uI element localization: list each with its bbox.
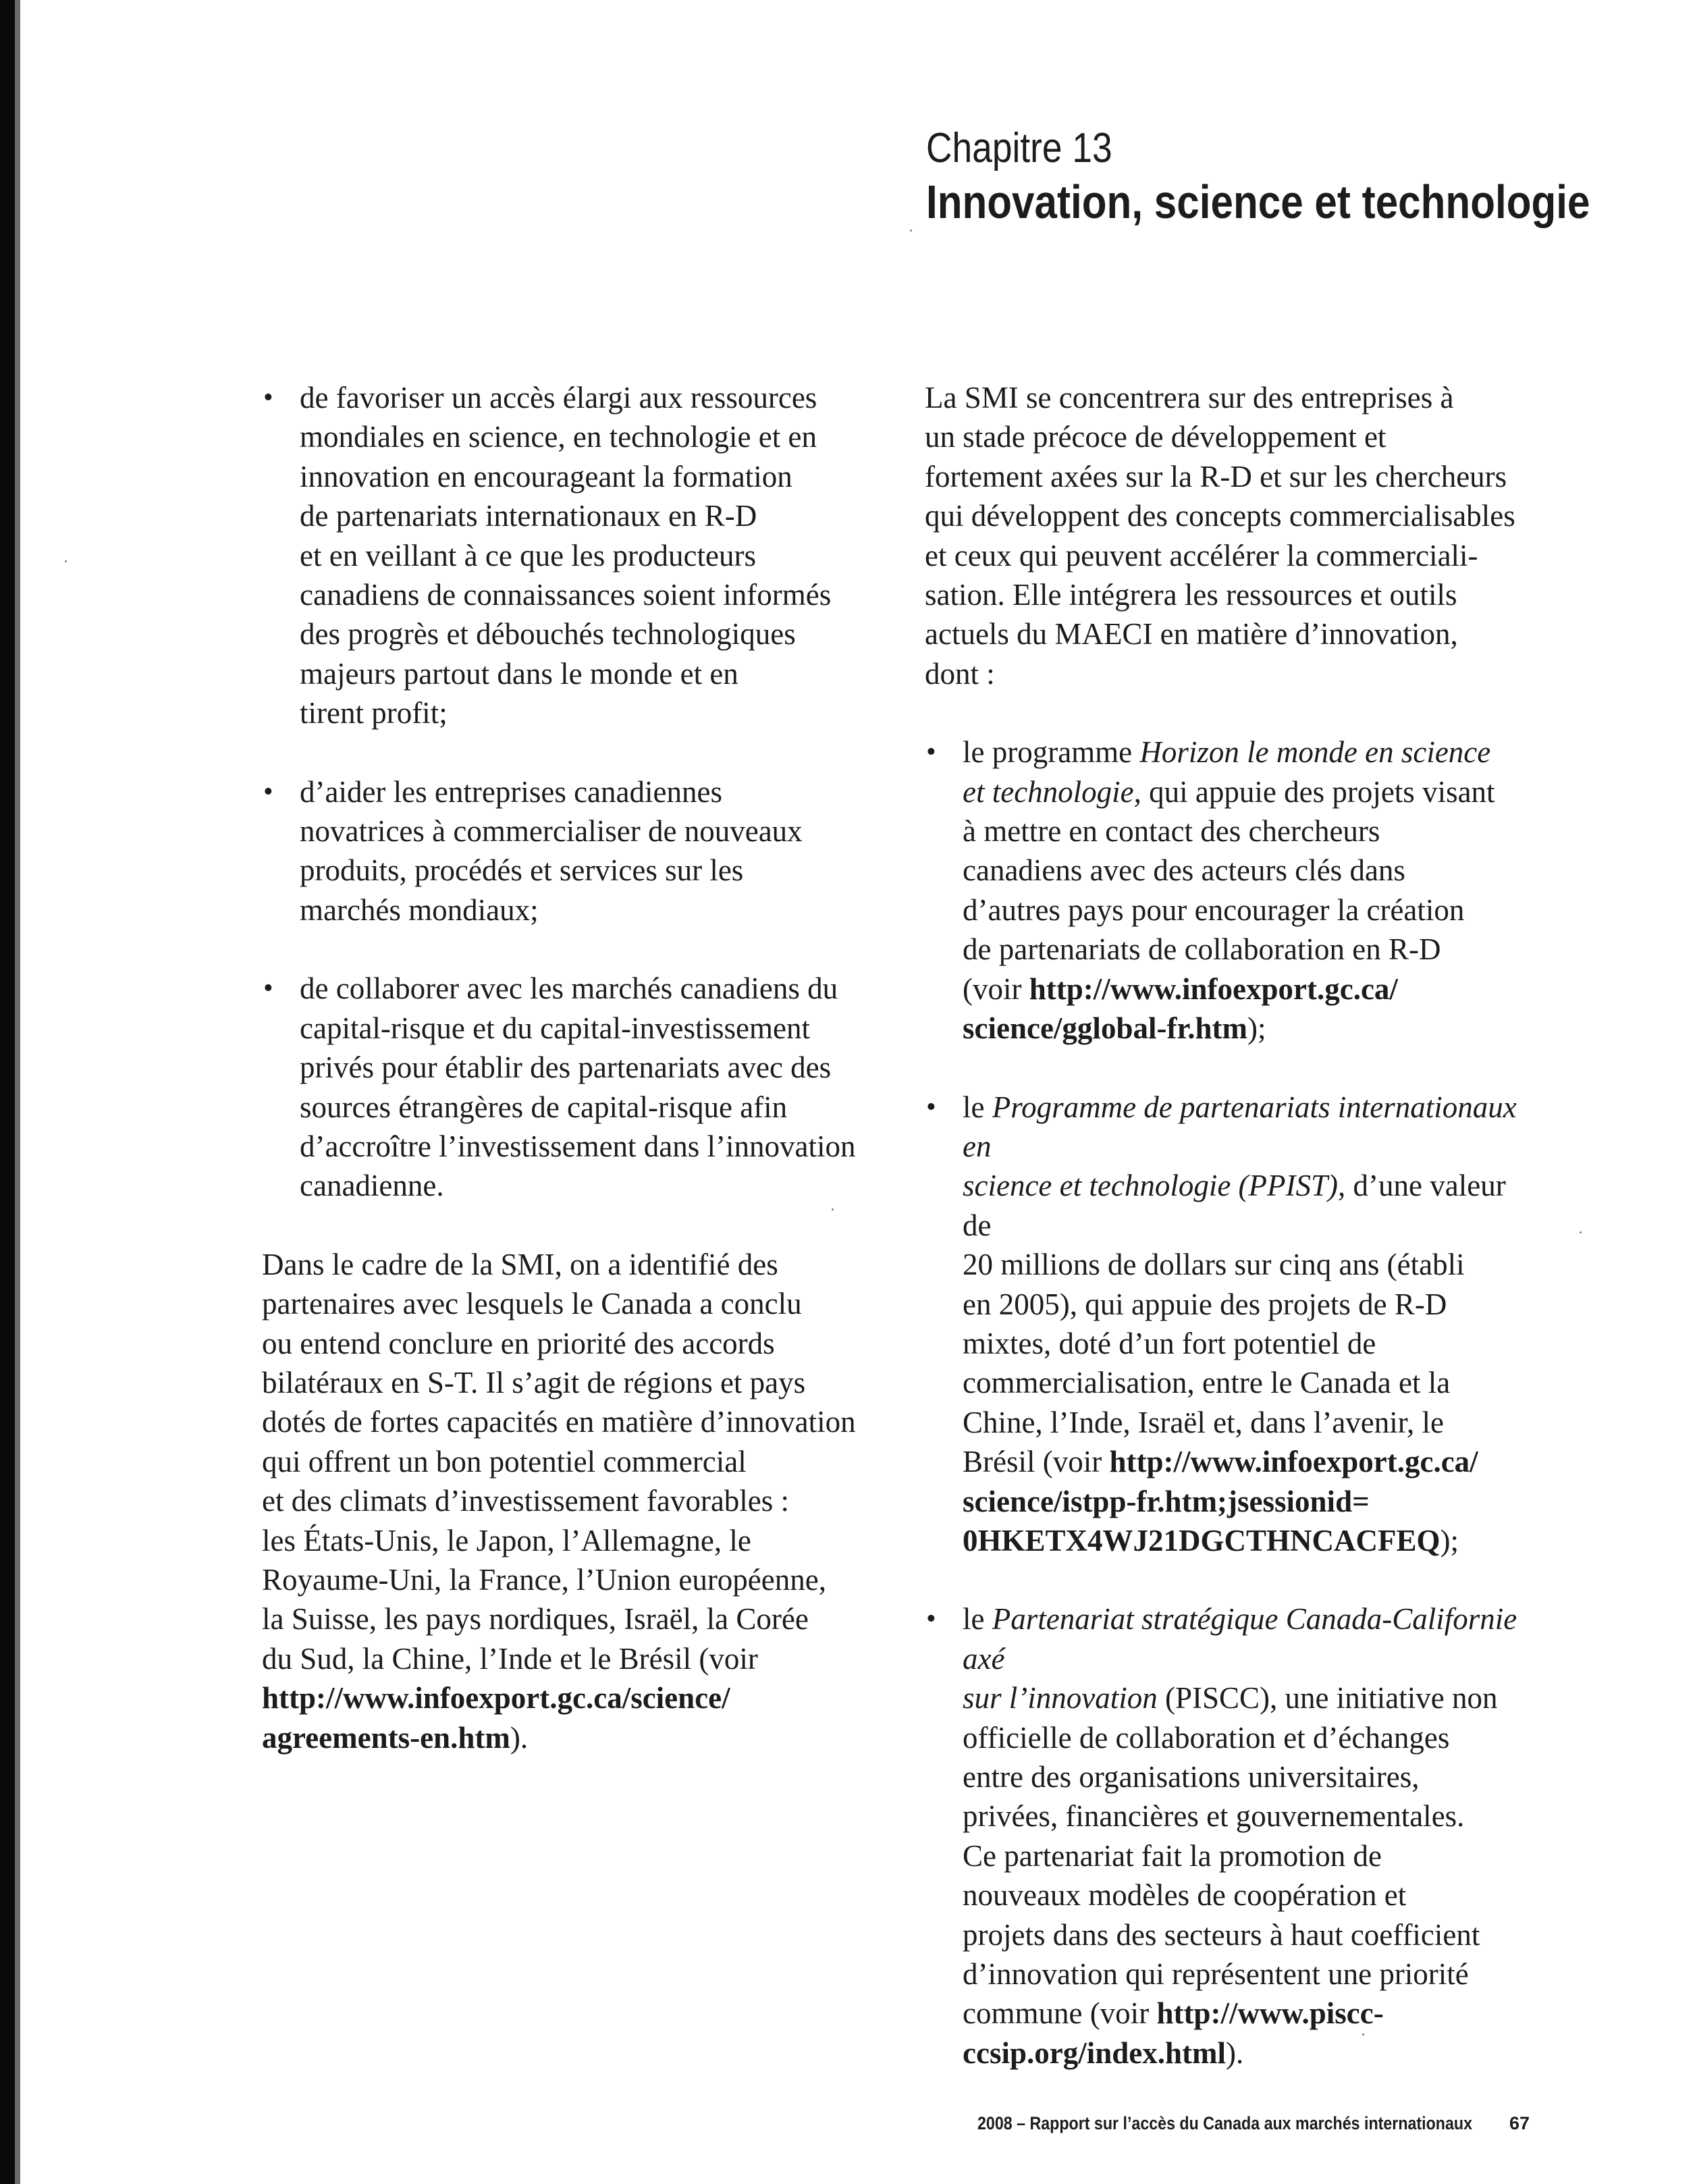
bullet-line: canadiens de connaissances soient informés bbox=[300, 578, 832, 612]
bullet-line: mixtes, doté d’un fort potentiel de bbox=[963, 1326, 1376, 1360]
left-column bbox=[262, 378, 883, 1757]
voir-text: Brésil (voir bbox=[963, 1445, 1110, 1479]
scan-speck bbox=[1580, 1231, 1582, 1233]
bullet-line: à mettre en contact des chercheurs bbox=[963, 814, 1380, 849]
scan-left-edge bbox=[0, 0, 15, 2184]
closing-text: ). bbox=[1226, 2035, 1244, 2070]
paragraph-line: dont : bbox=[925, 656, 995, 691]
program-name: Horizon le monde en science bbox=[1139, 735, 1491, 770]
bullet-prefix: le programme bbox=[963, 735, 1140, 770]
bullet-line: de collaborer avec les marchés canadiens du bbox=[300, 971, 838, 1006]
bullet-line: canadiens avec des acteurs clés dans bbox=[963, 853, 1405, 888]
scan-left-edge-shadow bbox=[15, 0, 20, 2184]
bullet-line: commercialisation, entre le Canada et la bbox=[963, 1366, 1451, 1400]
paragraph-line: et ceux qui peuvent accélérer la commerciali- bbox=[925, 538, 1478, 572]
program-name-cont: sur l’innovation bbox=[963, 1681, 1158, 1715]
istpp-link-session[interactable]: 0HKETX4WJ21DGCTHNCACFEQ bbox=[963, 1523, 1440, 1557]
paragraph-closing: ). bbox=[510, 1720, 529, 1755]
bullet-line: Chine, l’Inde, Israël et, dans l’avenir, le bbox=[963, 1405, 1444, 1439]
list-item bbox=[262, 969, 883, 1205]
list-item bbox=[925, 1088, 1539, 1561]
footer-report-title: 2008 – Rapport sur l’accès du Canada aux marchés internationaux bbox=[977, 2113, 1473, 2133]
bullet-line: d’accroître l’investissement dans l’innovation bbox=[300, 1129, 856, 1163]
bullet-line: 20 millions de dollars sur cinq ans (établi bbox=[963, 1248, 1465, 1282]
closing-text: ); bbox=[1440, 1523, 1459, 1557]
partners-paragraph bbox=[262, 1245, 883, 1757]
paragraph-line: actuels du MAECI en matière d’innovation, bbox=[925, 617, 1458, 651]
bullet-line: des progrès et débouchés technologiques bbox=[300, 617, 796, 651]
paragraph-line: Royaume-Uni, la France, l’Union européenne, bbox=[262, 1562, 826, 1597]
list-item bbox=[925, 733, 1539, 1048]
bullet-line: de favoriser un accès élargi aux ressources bbox=[300, 381, 817, 415]
paragraph-line: un stade précoce de développement et bbox=[925, 420, 1386, 454]
left-bullet-list bbox=[262, 378, 883, 1206]
bullet-line: d’innovation qui représentent une priorité bbox=[963, 1957, 1469, 1992]
bullet-line: sources étrangères de capital-risque afin bbox=[300, 1090, 788, 1124]
gglobal-link-cont[interactable]: science/gglobal-fr.htm bbox=[963, 1011, 1248, 1046]
bullet-line: en 2005), qui appuie des projets de R-D bbox=[963, 1287, 1447, 1321]
bullet-line: innovation en encourageant la formation bbox=[300, 459, 792, 494]
piscc-link-cont[interactable]: ccsip.org/index.html bbox=[963, 2035, 1226, 2070]
page-number: 67 bbox=[1509, 2113, 1530, 2133]
piscc-link[interactable]: http://www.piscc- bbox=[1156, 1996, 1384, 2031]
chapter-number: Chapitre 13 bbox=[926, 125, 1112, 171]
scan-speck bbox=[832, 1208, 834, 1210]
smi-intro-paragraph bbox=[925, 378, 1539, 693]
scan-speck bbox=[65, 560, 67, 562]
bullet-icon: • bbox=[926, 1091, 936, 1123]
bullet-line: de partenariats de collaboration en R-D bbox=[963, 932, 1441, 967]
paragraph-line: ou entend conclure en priorité des accords bbox=[262, 1326, 775, 1360]
paragraph-line: qui développent des concepts commercialisables bbox=[925, 499, 1515, 533]
bullet-line: tirent profit; bbox=[300, 696, 448, 730]
bullet-line: d’autres pays pour encourager la création bbox=[963, 893, 1465, 927]
scan-speck bbox=[1362, 2033, 1364, 2035]
right-bullet-list bbox=[925, 733, 1539, 2073]
bullet-line: et en veillant à ce que les producteurs bbox=[300, 538, 756, 572]
paragraph-line: fortement axées sur la R-D et sur les chercheurs bbox=[925, 459, 1507, 494]
program-name-cont: et technologie, bbox=[963, 774, 1141, 809]
agreements-link-cont[interactable]: agreements-en.htm bbox=[262, 1720, 510, 1755]
program-name: Partenariat stratégique Canada-Californie axé bbox=[963, 1602, 1517, 1676]
voir-text: commune (voir bbox=[963, 1996, 1157, 2031]
bullet-line: officielle de collaboration et d’échanges bbox=[963, 1720, 1450, 1755]
chapter-heading bbox=[926, 123, 1601, 230]
bullet-line: Ce partenariat fait la promotion de bbox=[963, 1838, 1382, 1873]
list-item bbox=[925, 1599, 1539, 2073]
bullet-prefix: le bbox=[963, 1090, 992, 1124]
paragraph-line: bilatéraux en S-T. Il s’agit de régions et pays bbox=[262, 1365, 806, 1400]
bullet-icon: • bbox=[926, 1603, 936, 1635]
paragraph-line: partenaires avec lesquels le Canada a conclu bbox=[262, 1287, 802, 1321]
paragraph-line: Dans le cadre de la SMI, on a identifié des bbox=[262, 1247, 778, 1281]
bullet-line: majeurs partout dans le monde et en bbox=[300, 656, 738, 691]
right-column bbox=[925, 378, 1539, 2073]
paragraph-line: qui offrent un bon potentiel commercial bbox=[262, 1444, 747, 1479]
chapter-title: Innovation, science et technologie bbox=[926, 176, 1590, 228]
list-item bbox=[262, 378, 883, 733]
bullet-line: capital-risque et du capital-investissement bbox=[300, 1011, 810, 1045]
bullet-line: produits, procédés et services sur les bbox=[300, 853, 744, 888]
paragraph-line: dotés de fortes capacités en matière d’innovation bbox=[262, 1405, 856, 1439]
bullet-line: d’aider les entreprises canadiennes bbox=[300, 774, 722, 809]
voir-text: (voir bbox=[963, 971, 1029, 1006]
bullet-line: canadienne. bbox=[300, 1169, 444, 1203]
bullet-line: privées, financières et gouvernementales. bbox=[963, 1799, 1465, 1834]
paragraph-line: La SMI se concentrera sur des entreprises à bbox=[925, 381, 1454, 415]
bullet-icon: • bbox=[263, 776, 273, 807]
bullet-line: qui appuie des projets visant bbox=[1141, 774, 1495, 809]
program-name: Programme de partenariats internationaux en bbox=[963, 1090, 1517, 1163]
paragraph-line: sation. Elle intégrera les ressources et outils bbox=[925, 578, 1457, 612]
bullet-line: entre des organisations universitaires, bbox=[963, 1760, 1420, 1794]
bullet-line: d’une valeur de bbox=[963, 1169, 1506, 1242]
agreements-link[interactable]: http://www.infoexport.gc.ca/science/ bbox=[262, 1681, 730, 1715]
bullet-line: projets dans des secteurs à haut coefficient bbox=[963, 1917, 1480, 1952]
istpp-link-cont[interactable]: science/istpp-fr.htm;jsessionid= bbox=[963, 1484, 1370, 1518]
bullet-line: marchés mondiaux; bbox=[300, 893, 539, 927]
istpp-link[interactable]: http://www.infoexport.gc.ca/ bbox=[1109, 1445, 1478, 1479]
bullet-line: mondiales en science, en technologie et en bbox=[300, 420, 817, 454]
bullet-line: (PISCC), une initiative non bbox=[1157, 1681, 1498, 1715]
paragraph-line: la Suisse, les pays nordiques, Israël, la Corée bbox=[262, 1602, 809, 1636]
bullet-icon: • bbox=[926, 737, 936, 768]
page-footer bbox=[977, 2113, 1531, 2134]
scan-speck bbox=[910, 230, 912, 232]
bullet-line: nouveaux modèles de coopération et bbox=[963, 1878, 1407, 1913]
gglobal-link[interactable]: http://www.infoexport.gc.ca/ bbox=[1029, 971, 1398, 1006]
paragraph-line: et des climats d’investissement favorables : bbox=[262, 1484, 790, 1518]
paragraph-line: les États-Unis, le Japon, l’Allemagne, le bbox=[262, 1523, 751, 1557]
program-name-cont: science et technologie (PPIST), bbox=[963, 1169, 1346, 1203]
bullet-prefix: le bbox=[963, 1602, 992, 1636]
bullet-line: privés pour établir des partenariats avec des bbox=[300, 1050, 832, 1085]
bullet-icon: • bbox=[263, 973, 273, 1005]
closing-text: ); bbox=[1247, 1011, 1266, 1046]
list-item bbox=[262, 772, 883, 930]
bullet-icon: • bbox=[263, 382, 273, 413]
bullet-line: novatrices à commercialiser de nouveaux bbox=[300, 814, 803, 849]
bullet-line: de partenariats internationaux en R-D bbox=[300, 499, 757, 533]
paragraph-line: du Sud, la Chine, l’Inde et le Brésil (voir bbox=[262, 1641, 758, 1676]
